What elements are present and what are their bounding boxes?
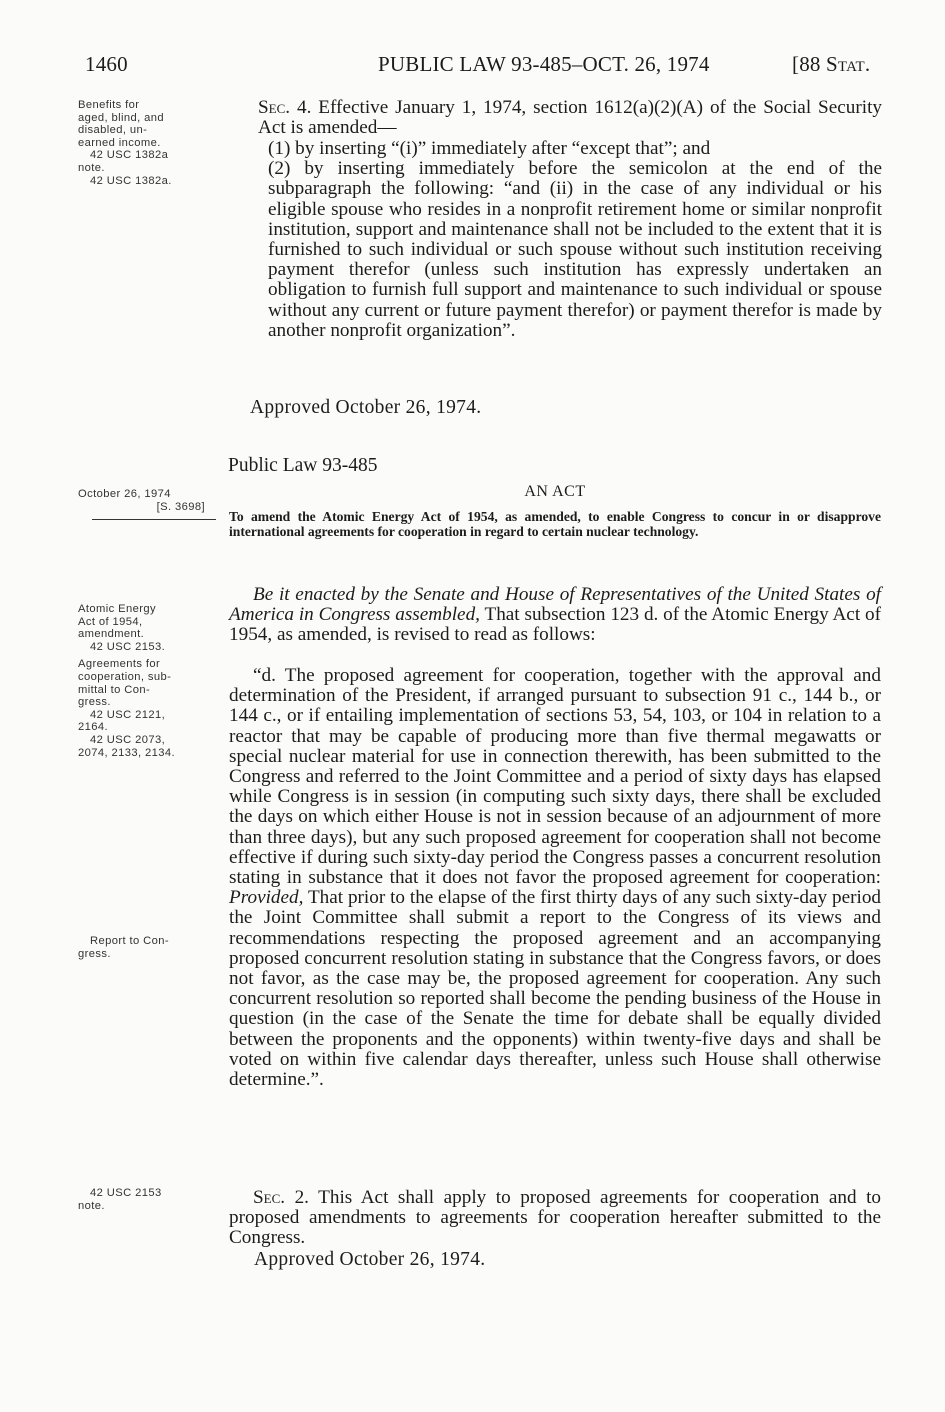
item-1: (1) by inserting “(i)” immediately after “except that”; and: [268, 138, 711, 159]
statute-reference: [88 Stat.: [792, 52, 871, 76]
section-intro: Effective January 1, 1974, section 1612(a)(2)(A) of the Social Security Act is amended—: [258, 97, 882, 139]
section-2: Sec. 2. This Act shall apply to proposed agreements for cooperation and to proposed amendments to agreements for cooperation hereafter submitted to the Congress.: [229, 1187, 881, 1249]
enacting-formula: Be it enacted by the Senate and House of Representatives of the United States of America in Congress assembled,: [229, 584, 881, 626]
an-act-heading: AN ACT: [524, 483, 586, 500]
divider-rule: [92, 519, 216, 520]
margin-note-benefits: Benefits for aged, blind, and disabled, un- earned income. 42 USC 1382a note. 42 USC 1382a.: [78, 99, 172, 187]
act-title: To amend the Atomic Energy Act of 1954, as amended, to enable Congress to concur in or disapprove international agreements for cooperation in regard to certain nuclear technology.: [229, 509, 881, 539]
item-2: (2) by inserting immediately before the semicolon at the end of the subparagraph the following: “and (ii) in the case of any individual or his eligible spouse who resides in a nonprofit retirement home or similar nonprofit institution, support and maintenance shall not be included to the extent that it is furnished to such individual or such spouse without such institution receiving payment therefor (unless such institution has expressly undertaken an obligation to furnish full support and maintenance to such individual or spouse without any current or future payment therefor) or payment therefor is made by another nonprofit organization”.: [268, 158, 882, 341]
running-header: PUBLIC LAW 93-485–OCT. 26, 1974: [378, 52, 710, 76]
section-4: [258, 98, 882, 138]
enacting-clause: Be it enacted by the Senate and House of Representatives of the United States of America in Congress assembled, That subsection 123 d. of the Atomic Energy Act of 1954, as amended, is revised to read as follows:: [229, 584, 881, 646]
page-number: 1460: [85, 52, 128, 76]
margin-note-date: October 26, 1974 [S. 3698]: [78, 488, 205, 513]
approved-date-2: Approved October 26, 1974.: [254, 1249, 486, 1270]
public-law-label: Public Law 93-485: [228, 455, 378, 476]
margin-note-atomic: Atomic Energy Act of 1954, amendment. 42 USC 2153. Agreements for cooperation, sub- mittal to Con- gress. 42 USC 2121, 2164. 42 USC 2073, 2074, 2133, 2134.: [78, 603, 176, 759]
subsection-d: “d. The proposed agreement for cooperation, together with the approval and determination of the President, if arranged pursuant to subsection 91 c., 144 b., or 144 c., or if entailing implementation of sections 53, 54, 103, or 104 in relation to a reactor that may be capable of producing more than five thermal megawatts or special nuclear material for use in connection therewith, has been submitted to the Congress and referred to the Joint Committee and a period of sixty days has elapsed while Congress is in session (in computing such sixty days, there shall be excluded the days on which either House is not in session because of an adjournment of more than three days), but any such proposed agreement for cooperation shall not become effective if during such sixty-day period the Congress passes a concurrent resolution stating in substance that it does not favor the proposed agreement for cooperation: Provided, That prior to the elapse of the first thirty days of any such sixty-day period the Joint Committee shall submit a report to the Congress of its views and recommendations respecting the proposed agreement and an accompanying proposed concurrent resolution stating in substance that the Congress favors, or does not favor, as the case may be, the proposed agreement for cooperation. Any such concurrent resolution so reported shall become the pending business of the House in question (in the case of the Senate the time for debate shall be equally divided between the proponents and the opponents) within twenty-five days and shall be voted on within five calendar days thereafter, unless such House shall otherwise determine.”.: [229, 665, 882, 1091]
section-4-items: [248, 139, 882, 341]
approved-date-1: Approved October 26, 1974.: [250, 397, 482, 418]
section-label: Sec. 4.: [258, 97, 312, 118]
proviso: Provided,: [229, 887, 304, 909]
margin-note-report: Report to Con- gress.: [78, 935, 169, 960]
section-label: Sec. 2.: [253, 1187, 309, 1208]
margin-note-usc: 42 USC 2153 note.: [78, 1187, 162, 1212]
